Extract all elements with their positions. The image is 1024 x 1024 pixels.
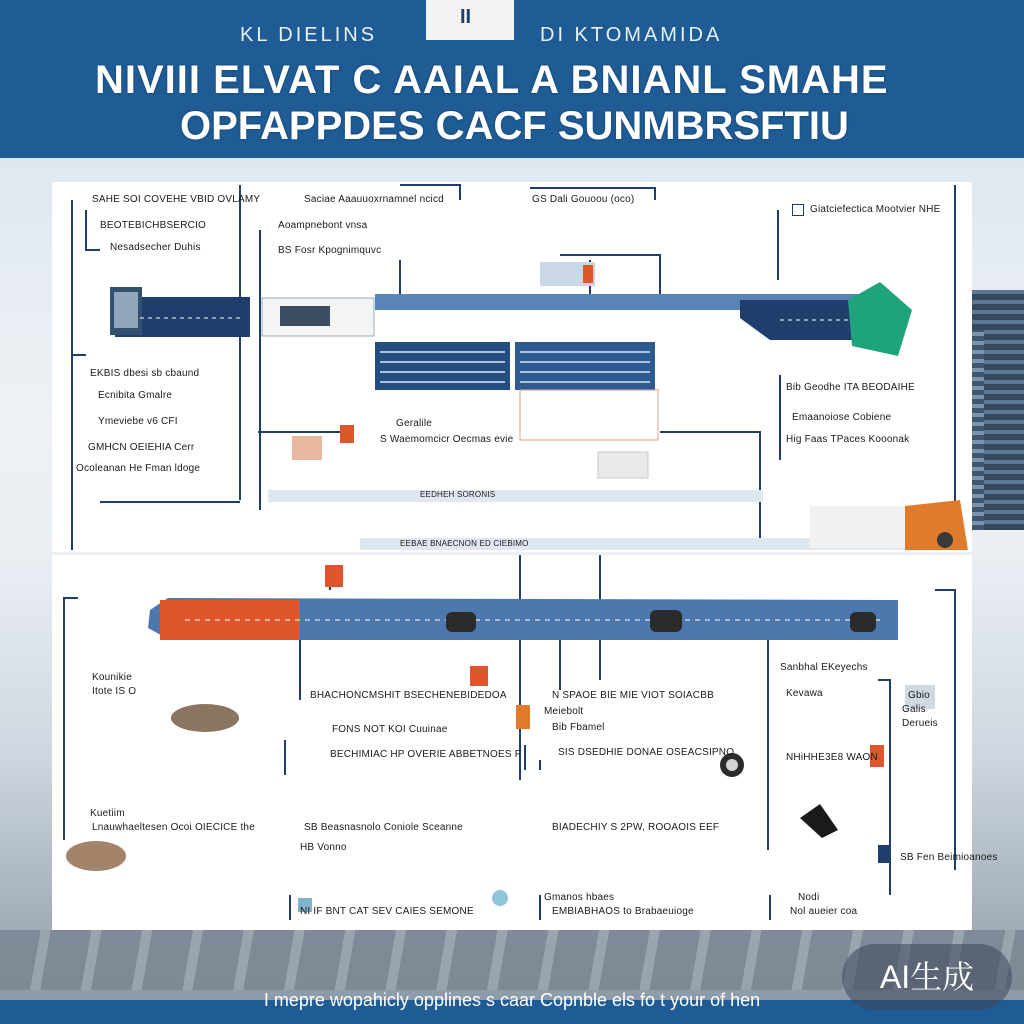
brand-left: KL DIELINS [240, 24, 378, 46]
label-lower-left-4: Lnauwhaeltesen Ocoi OIECICE the [92, 822, 255, 833]
label-top-mid-3: BS Fosr Kpognimquvc [278, 245, 382, 256]
label-lower-left-3: Kuetiim [90, 808, 125, 819]
footer-caption: I mepre wopahicly opplines s caar Copnble els fo t your of hen [263, 990, 761, 1010]
label-lower-mid-1: BHACHONCMSHIT BSECHENEBIDEDOA [310, 690, 507, 701]
label-center-2: S Waemomcicr Oecmas evie [380, 434, 514, 445]
label-left-list-4: GMHCN OEIEHIA Cerr [88, 442, 195, 453]
label-lower-mid-3: BECHIMIAC HP OVERIE ABBETNOES F [330, 749, 522, 760]
label-bar-small-1: EEDHEH SORONIS [420, 490, 496, 499]
logo-text: II [460, 6, 472, 28]
label-lower-mid-4: SIS DSEDHIE DONAE OSEACSIPNO [558, 747, 735, 758]
label-far-right-8: Nol aueier coa [790, 906, 858, 917]
label-lower-mid-6: HB Vonno [300, 842, 347, 853]
label-far-right-3: NHiHHE3E8 WAON [786, 752, 878, 763]
label-top-mid-2: Aoampnebont vnsa [278, 220, 368, 231]
label-lower-left-2: Itote IS O [92, 686, 137, 697]
label-top-right-2: Giatciefectica Mootvier NHE [810, 204, 941, 215]
label-lower-right-2: Meiebolt [544, 706, 584, 717]
label-lower-right-6: Gmanos hbaes [544, 892, 615, 903]
label-right-list-3: Hig Faas TPaces Kooonak [786, 434, 910, 445]
label-bar-small-2: EEBAE BNAECNON ED CIEBIMO [400, 539, 529, 548]
label-far-right-4: Gbio [908, 690, 930, 701]
label-lower-mid-7: NI IF BNT CAT SEV CAIES SEMONE [300, 906, 474, 917]
label-lower-right-7: EMBIABHAOS to Brabaeuioge [552, 906, 694, 917]
label-left-list-1: EKBIS dbesi sb cbaund [90, 368, 200, 379]
label-lower-mid-2: FONS NOT KOI Cuuinae [332, 724, 448, 735]
label-far-right-6: Derueis [902, 718, 938, 729]
label-top-right-1: GS Dali Gouoou (oco) [532, 194, 635, 205]
label-right-list-1: Bib Geodhe ITA BEODAIHE [786, 382, 915, 393]
label-top-left-1: SAHE SOI COVEHE VBID OVLAMY [92, 194, 261, 205]
label-top-left-3: Nesadsecher Duhis [110, 242, 201, 253]
label-left-list-2: Ecnibita Gmalre [98, 390, 173, 401]
label-far-right-1: Sanbhal EKeyechs [780, 662, 868, 673]
label-left-list-5: Ocoleanan He Fman ldoge [76, 463, 201, 474]
label-center-1: Geralile [396, 418, 433, 429]
label-lower-mid-5: SB Beasnasnolo Coniole Sceanne [304, 822, 463, 833]
label-far-right-2: Kevawa [786, 688, 823, 699]
label-lower-right-3: Bib Fbamel [552, 722, 605, 733]
label-lower-right-5: BIADECHIY S 2PW, ROOAOIS EEF [552, 822, 720, 833]
label-lower-right-4-small: SB Fen Beimioanoes [900, 852, 998, 863]
label-top-mid-1: Saciae Aaauuoxrnamnel ncicd [304, 194, 444, 205]
checkbox-icon [792, 204, 804, 216]
label-lower-right-1: N SPAOE BIE MIE VIOT SOIACBB [552, 690, 714, 701]
brand-right: DI KTOMAMIDA [540, 24, 723, 46]
label-right-list-2: Emaanoiose Cobiene [792, 412, 892, 423]
title-line-1: NIVIII ELVAT C AAIAL A BNIANL SMAHE [95, 58, 889, 102]
label-far-right-5: Galis [902, 704, 926, 715]
title-line-2: OPFAPPDES CACF SUNMBRSFTIU [180, 104, 849, 148]
label-far-right-7: Nodi [798, 892, 820, 903]
label-lower-left-1: Kounikie [92, 672, 132, 683]
label-top-left-2: BEOTEBICHBSERCIO [100, 220, 206, 231]
label-left-list-3: Ymeviebe v6 CFI [98, 416, 178, 427]
ai-generated-badge: AI生成 [842, 944, 1012, 1010]
